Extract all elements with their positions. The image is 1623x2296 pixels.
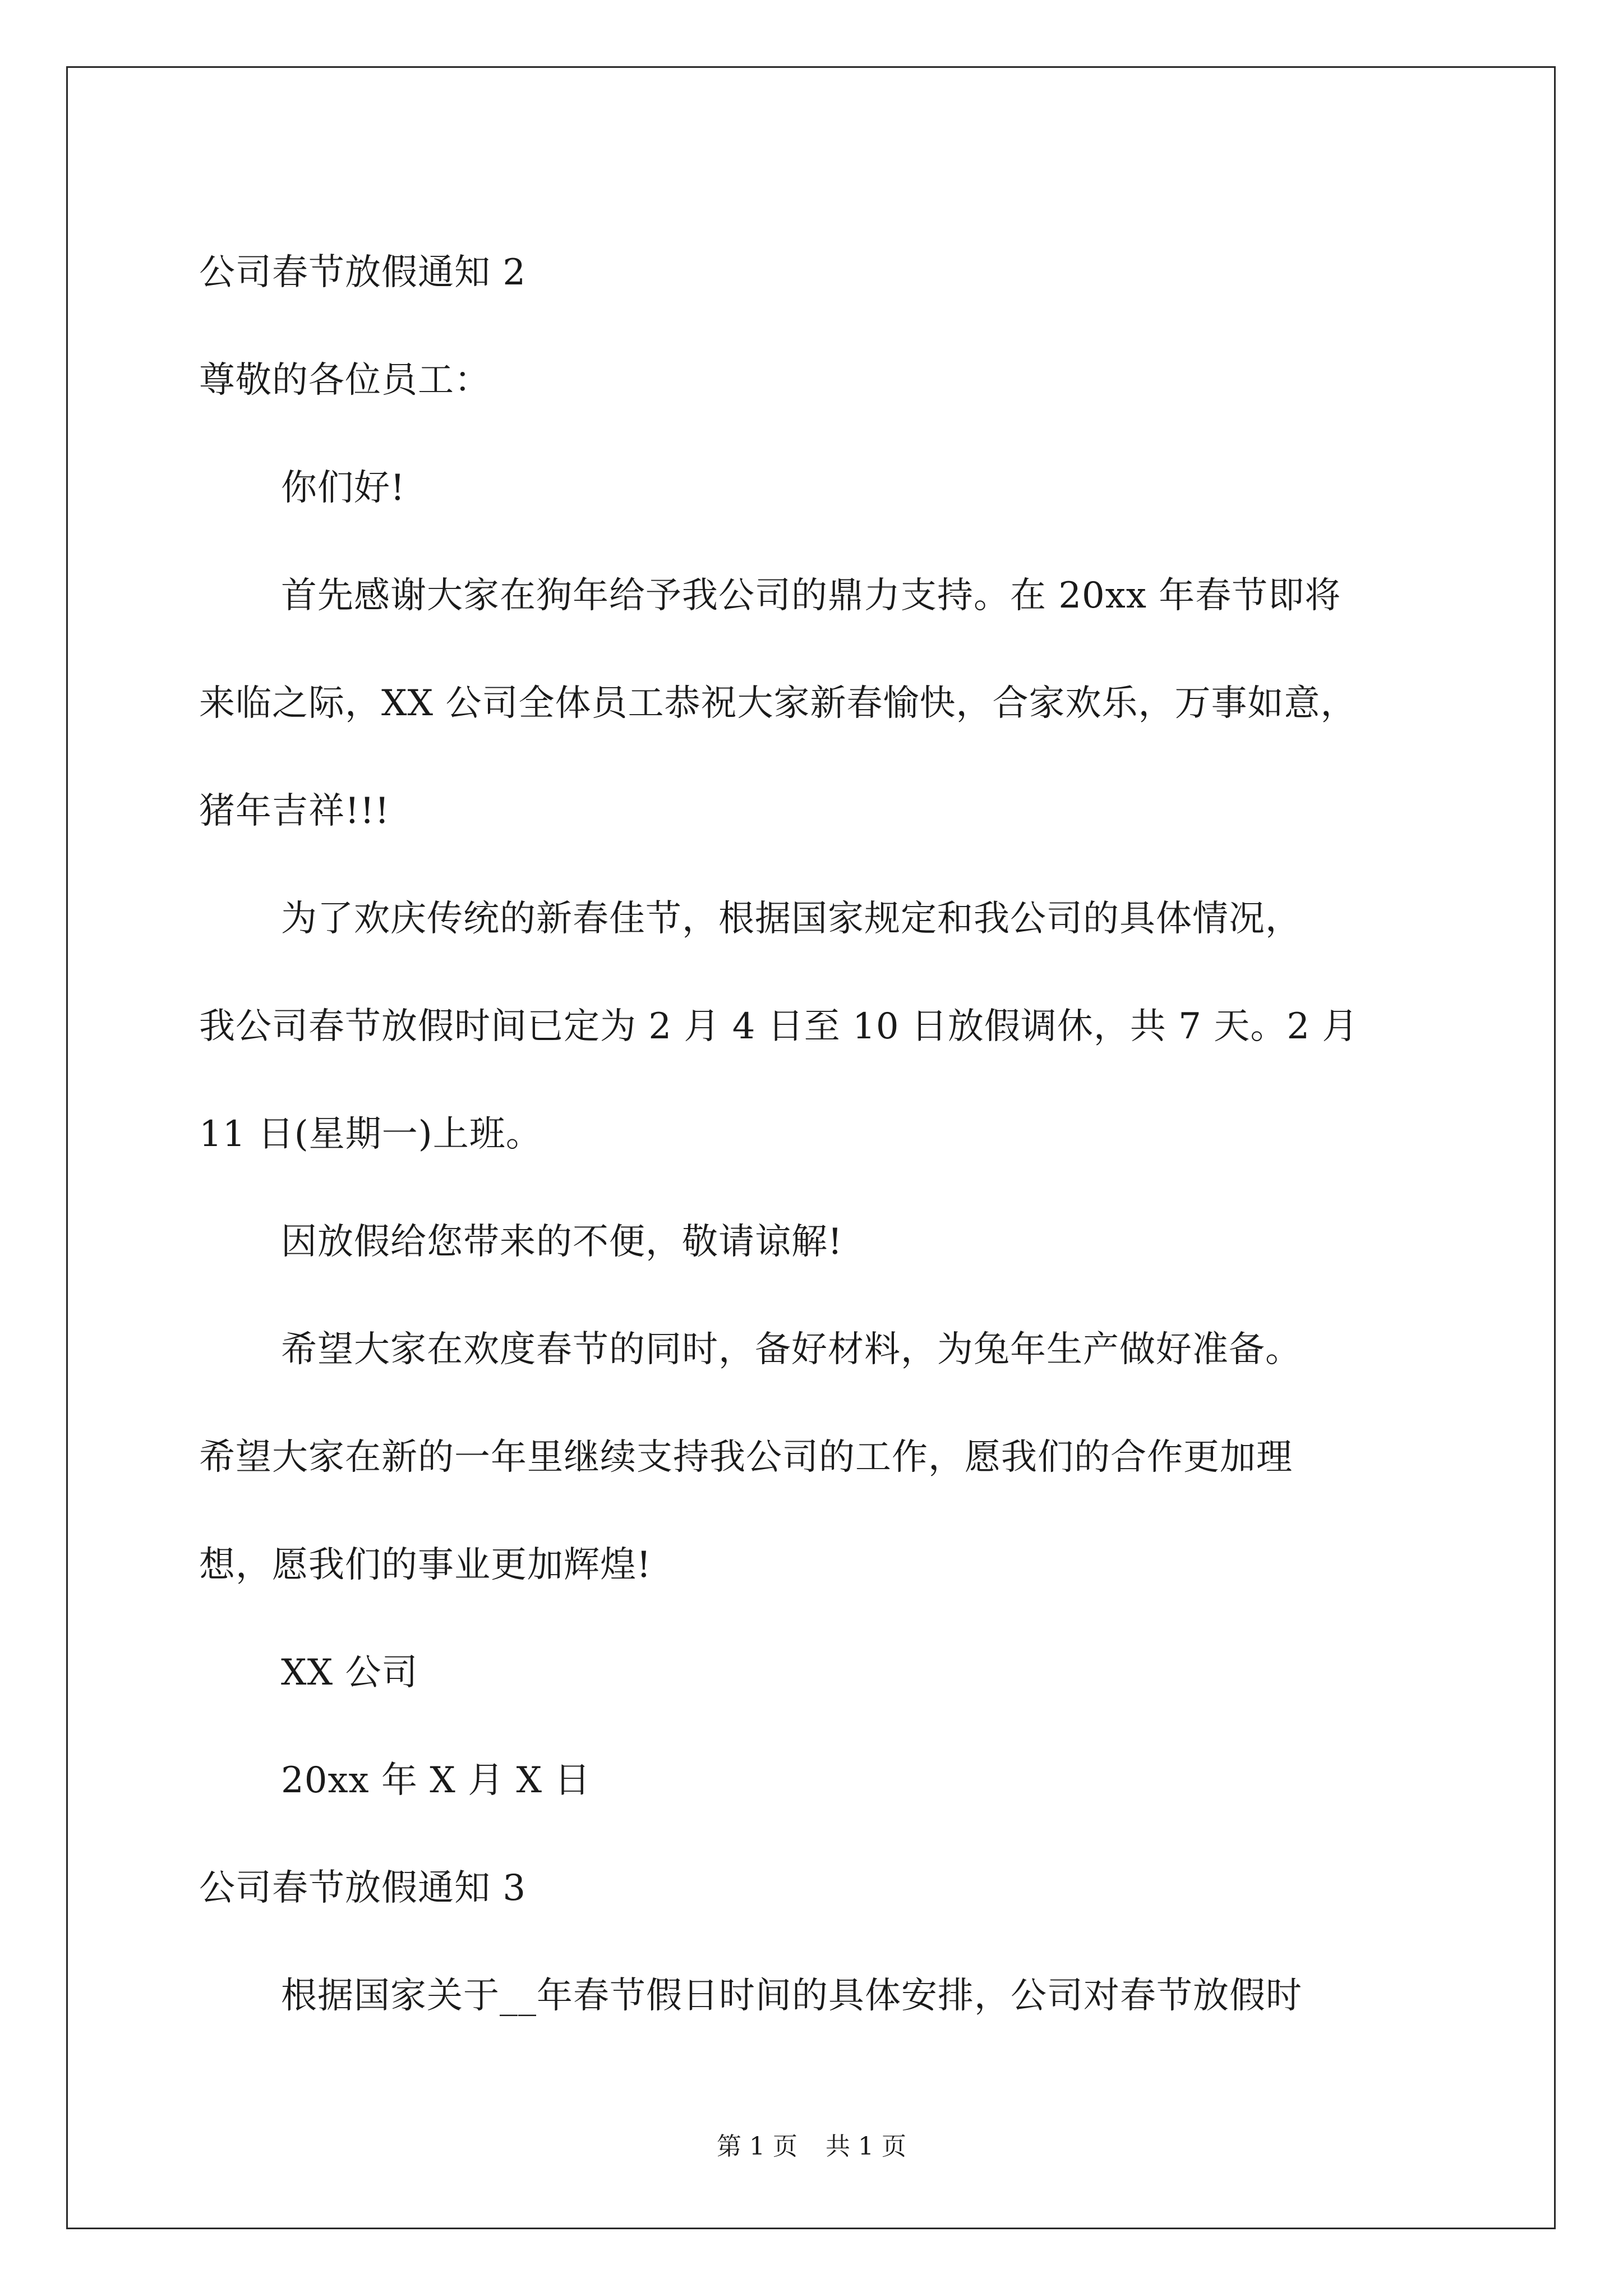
- page-number-current: 第 1 页: [717, 2132, 797, 2161]
- greeting: 你们好!: [281, 467, 405, 509]
- paragraph-line: 希望大家在新的一年里继续支持我公司的工作，愿我们的合作更加理: [199, 1437, 1293, 1478]
- document-body: [199, 219, 1444, 2050]
- paragraph-line: 想，愿我们的事业更加辉煌!: [199, 1544, 652, 1586]
- signature-date: 20xx 年 X 月 X 日: [281, 1760, 591, 1801]
- salutation: 尊敬的各位员工：: [199, 360, 491, 401]
- signature-company: XX 公司: [281, 1652, 418, 1694]
- paragraph-line: 猪年吉祥!!!: [199, 790, 390, 832]
- paragraph-line: 根据国家关于__年春节假日时间的具体安排，公司对春节放假时: [281, 1975, 1302, 2017]
- paragraph-line: 为了欢庆传统的新春佳节，根据国家规定和我公司的具体情况，: [281, 898, 1302, 940]
- section-title-3: 公司春节放假通知 3: [199, 1867, 527, 1909]
- paragraph-line: 来临之际，XX 公司全体员工恭祝大家新春愉快，合家欢乐，万事如意，: [199, 683, 1357, 724]
- paragraph-line: 因放假给您带来的不便，敬请谅解!: [281, 1221, 843, 1263]
- paragraph-line: 11 日(星期一)上班。: [199, 1114, 542, 1155]
- paragraph-line: 我公司春节放假时间已定为 2 月 4 日至 10 日放假调休，共 7 天。2 月: [199, 1006, 1359, 1047]
- paragraph-line: 首先感谢大家在狗年给予我公司的鼎力支持。在 20xx 年春节即将: [281, 575, 1341, 616]
- paragraph-line: 希望大家在欢度春节的同时，备好材料，为兔年生产做好准备。: [281, 1329, 1302, 1370]
- section-title-2: 公司春节放假通知 2: [199, 252, 527, 293]
- page-number-total: 共 1 页: [826, 2132, 906, 2161]
- page-footer: [0, 2130, 1623, 2164]
